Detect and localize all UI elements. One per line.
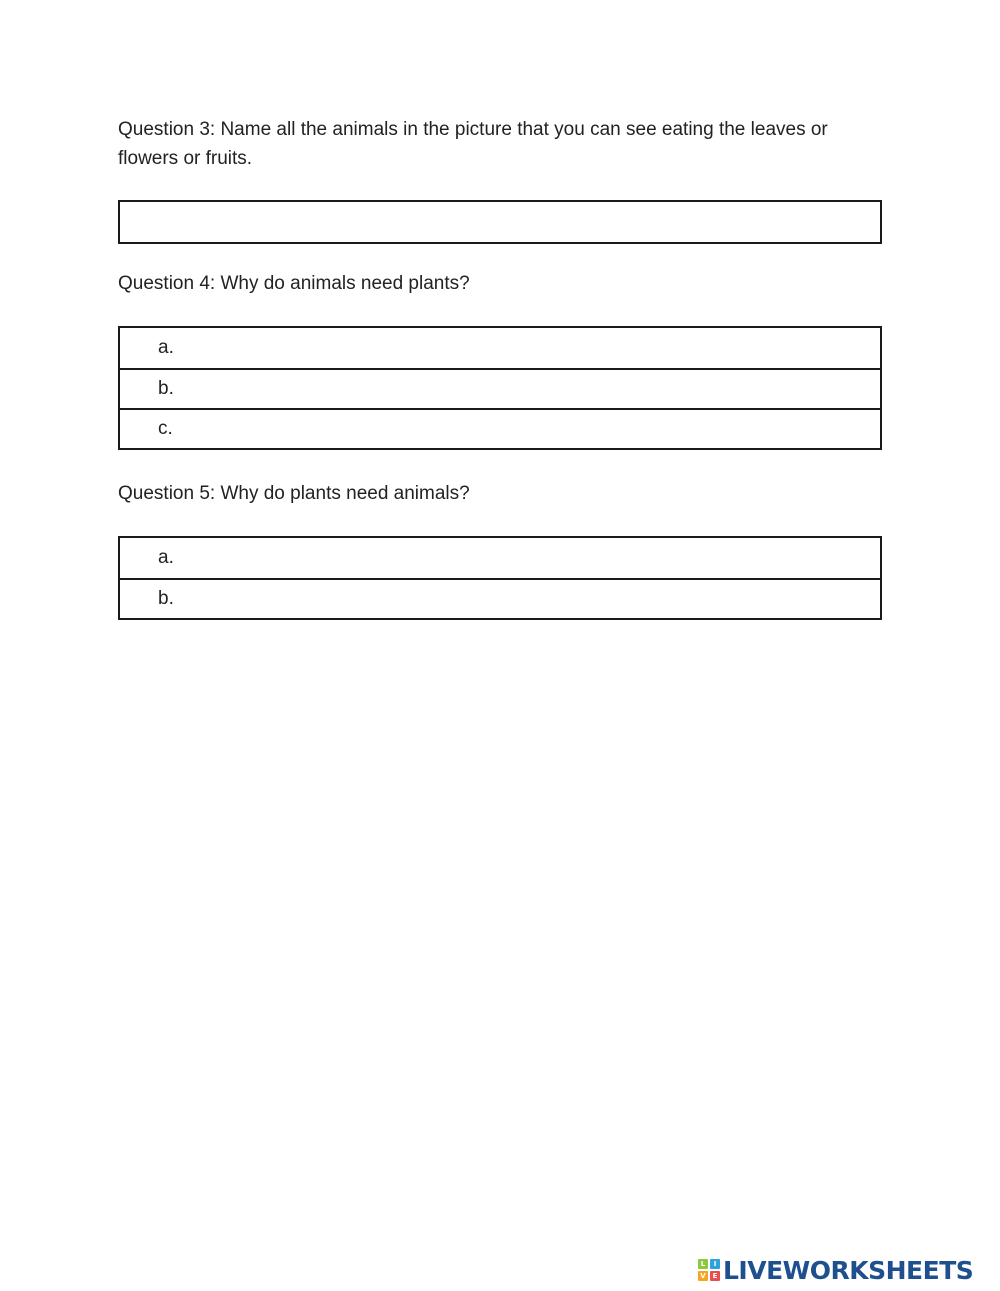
answer-row-label: a. <box>158 337 174 358</box>
answer-row-label: b. <box>158 378 174 399</box>
answer-row-label: c. <box>158 418 173 439</box>
question-5-answer-row-a[interactable] <box>120 538 880 578</box>
logo-tile-v: V <box>698 1271 708 1281</box>
question-3-text: Question 3: Name all the animals in the picture that you can see eating the leaves or flowers or fruits. <box>118 119 828 169</box>
answer-blank[interactable] <box>174 370 880 408</box>
question-5-answer-table <box>118 536 882 620</box>
answer-row-label: a. <box>158 547 174 568</box>
logo-tile-e: E <box>710 1271 720 1281</box>
answer-row-label: b. <box>158 588 174 609</box>
liveworksheets-logo <box>698 1255 973 1285</box>
answer-blank[interactable] <box>173 410 880 448</box>
answer-blank[interactable] <box>174 580 880 618</box>
question-5-answer-row-b[interactable] <box>120 578 880 618</box>
question-4-text: Question 4: Why do animals need plants? <box>118 273 470 294</box>
question-3-answer-field[interactable] <box>118 200 882 244</box>
logo-tile-i: I <box>710 1259 720 1269</box>
answer-blank[interactable] <box>174 328 880 368</box>
question-4-answer-row-b[interactable] <box>120 368 880 408</box>
question-5-text: Question 5: Why do plants need animals? <box>118 483 470 504</box>
logo-text: LIVEWORKSHEETS <box>723 1255 974 1285</box>
logo-tiles-icon <box>698 1259 720 1281</box>
answer-blank[interactable] <box>174 538 880 578</box>
question-4-answer-row-a[interactable] <box>120 328 880 368</box>
logo-tile-l: L <box>698 1259 708 1269</box>
question-4-answer-table <box>118 326 882 450</box>
question-4-answer-row-c[interactable] <box>120 408 880 448</box>
